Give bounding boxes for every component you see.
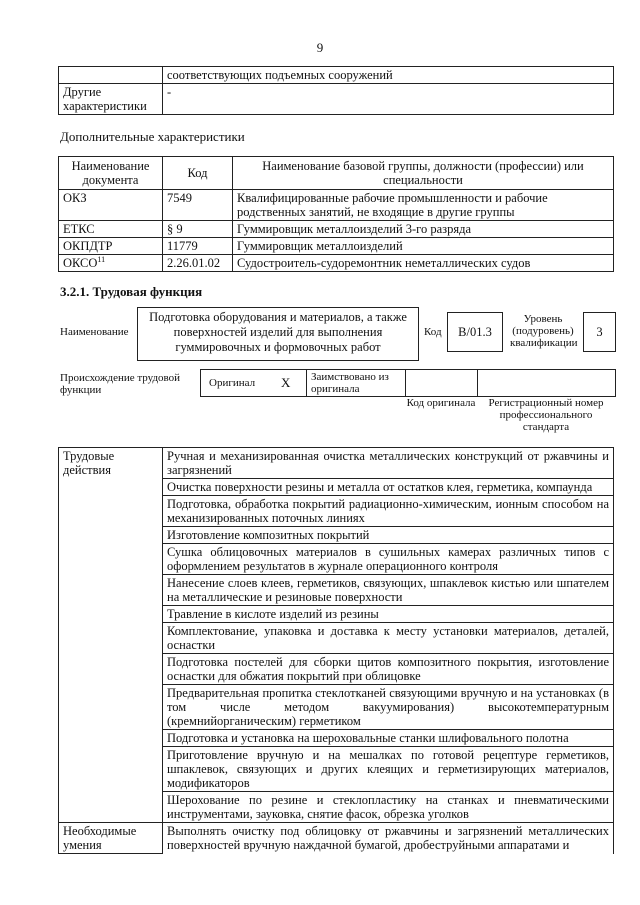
- code-label: Код: [424, 326, 442, 338]
- doc-cell: ОКЗ: [59, 190, 163, 221]
- table-row: [59, 190, 614, 221]
- skills-label: Необходимые умения: [59, 823, 163, 854]
- original-mark: X: [281, 375, 291, 390]
- doc-code: ОКСО: [63, 256, 98, 270]
- level-label: Уровень (подуровень) квалификации: [510, 313, 578, 349]
- action-item: Сушка облицовочных материалов в сушильных камерах различных типов с оформлением результатов в журнале операционного контроля: [163, 544, 614, 575]
- doc-cell: ОКПДТР: [59, 238, 163, 255]
- action-item: Приготовление вручную и на мешалках по готовой рецептуре герметиков, шпаклевок, связующих и других клеящих и герметизирующих материалов, модификаторов: [163, 747, 614, 792]
- doc-cell: ЕТКС: [59, 221, 163, 238]
- name-cell: Гуммировщик металлоизделий: [233, 238, 614, 255]
- doc-cell: [59, 255, 163, 272]
- table-row: [59, 448, 614, 479]
- code-cell: 7549: [163, 190, 233, 221]
- other-characteristics-value: -: [163, 84, 614, 115]
- function-name-box: Подготовка оборудования и материалов, а также поверхностей изделий для выполнения гуммировочных и формовочных работ: [137, 307, 419, 361]
- origin-label: Происхождение трудовой функции: [60, 372, 181, 396]
- action-item: Подготовка, обработка покрытий радиационно-химическим, ионным способом на механизированных поточных линиях: [163, 496, 614, 527]
- action-item: Ручная и механизированная очистка металлических конструкций от ржавчины и загрязнений: [163, 448, 614, 479]
- code-box: B/01.3: [447, 312, 503, 352]
- action-item: Травление в кислоте изделий из резины: [163, 606, 614, 623]
- level-box: 3: [583, 312, 616, 352]
- divider: [306, 370, 307, 396]
- name-cell: Квалифицированные рабочие промышленности и рабочие родственных занятий, не входящие в другие группы: [233, 190, 614, 221]
- additional-title: Дополнительные характеристики: [60, 129, 245, 144]
- code-cell: 11779: [163, 238, 233, 255]
- footnote-mark: 11: [97, 254, 106, 264]
- action-item: Предварительная пропитка стеклотканей связующими вручную и на установках (в том числе методом вакуумирования) высокотемпературным (кремнийорганическим) герметиком: [163, 685, 614, 730]
- action-item: Подготовка и установка на шероховальные станки шлифовального полотна: [163, 730, 614, 747]
- action-item: Изготовление композитных покрытий: [163, 527, 614, 544]
- page-number: 9: [316, 40, 324, 55]
- other-characteristics-label: Другие характеристики: [59, 84, 163, 115]
- original-label: Оригинал: [209, 377, 256, 389]
- code-cell: § 9: [163, 221, 233, 238]
- actions-table: [58, 447, 614, 854]
- additional-characteristics-table: [58, 156, 614, 272]
- table-row: [59, 823, 614, 854]
- borrowed-label: Заимствовано из оригинала: [311, 371, 389, 395]
- code-cell: 2.26.01.02: [163, 255, 233, 272]
- action-item: Комплектование, упаковка и доставка к месту установки материалов, деталей, оснастки: [163, 623, 614, 654]
- action-item: Подготовка постелей для сборки щитов композитного покрытия, изготовление оснастки для обжатия покрытий при облицовке: [163, 654, 614, 685]
- name-cell: Гуммировщик металлоизделий 3-го разряда: [233, 221, 614, 238]
- section-title: 3.2.1. Трудовая функция: [60, 284, 203, 299]
- header-code: Код: [163, 157, 233, 190]
- skill-item: Выполнять очистку под облицовку от ржавчины и загрязнений металлических поверхностей вручную наждачной бумагой, дробеструйными аппаратами и: [163, 823, 614, 854]
- divider: [477, 370, 478, 396]
- reg-caption: Регистрационный номер профессионального стандарта: [488, 397, 604, 433]
- table-cell: [59, 67, 163, 84]
- action-item: Очистка поверхности резины и металла от остатков клея, герметика, компаунда: [163, 479, 614, 496]
- name-cell: Судостроитель-судоремонтник неметаллических судов: [233, 255, 614, 272]
- table-header-row: [59, 157, 614, 190]
- function-name-label: Наименование: [60, 326, 129, 338]
- table-row: [59, 84, 614, 115]
- table-row: [59, 67, 614, 84]
- action-item: Шерохование по резине и стеклопластику на станках и пневматическими инструментами, зауковка, снятие фасок, обрезка уголков: [163, 792, 614, 823]
- header-name: Наименование базовой группы, должности (профессии) или специальности: [233, 157, 614, 190]
- origin-table: [200, 369, 616, 397]
- table-row: [59, 221, 614, 238]
- header-doc: Наименование документа: [59, 157, 163, 190]
- table-row: [59, 255, 614, 272]
- action-item: Нанесение слоев клеев, герметиков, связующих, шпаклевок кистью или шпателем на металлические и резиновые поверхности: [163, 575, 614, 606]
- code-caption: Код оригинала: [406, 397, 476, 409]
- divider: [405, 370, 406, 396]
- table-cell: соответствующих подъемных сооружений: [163, 67, 614, 84]
- table-row: [59, 238, 614, 255]
- actions-label: Трудовые действия: [59, 448, 163, 823]
- top-characteristics-table: [58, 66, 614, 115]
